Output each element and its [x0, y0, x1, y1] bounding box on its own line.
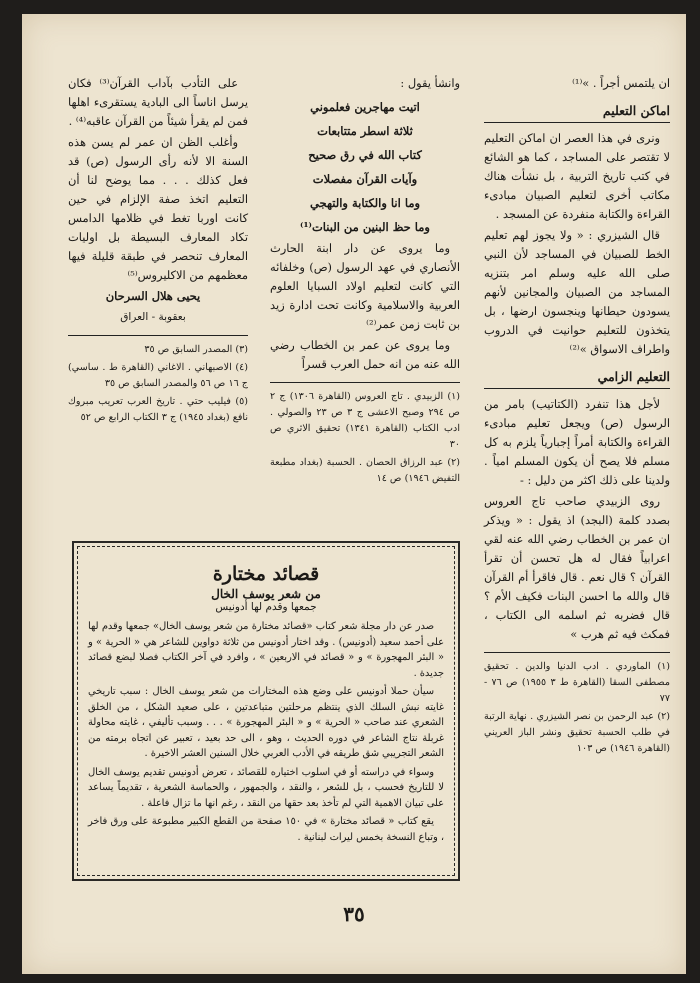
- box-content: [88, 557, 444, 865]
- poem: [270, 95, 460, 239]
- footnote: (٢) عبد الرحمن بن نصر الشيزري . نهاية الرتبة في طلب الحسبة تحقيق ونشر الباز العريني (القاهرة ١٩٤٦) ص ١٠٣: [484, 711, 670, 754]
- footnote-divider: [484, 652, 670, 653]
- paragraph: روى الزبيدي صاحب تاج العروس بصدد كلمة (البجد) اذ يقول : « ويذكر ان عمر بن الخطاب رضي الله عنه لقي اعرابياً فقال له هل تحسن أن تقرأ القرآن ؟ قال نعم . قال فاقرأ أم القرآن قال والله ما احسن البنات فكيف الأم ؟ قال فضربه ثم اسلمه الى الكتاب ، فمكث فيه ثم هرب »: [484, 494, 670, 641]
- author-name: يحيى هلال السرحان: [105, 289, 201, 303]
- footnote: (٥) فيليب حتي . تاريخ العرب تعريب مبروك نافع (بغداد ١٩٤٥) ج ٣ الكتاب الرابع ص ٥٢: [68, 396, 248, 423]
- footnotes: [484, 659, 670, 757]
- paragraph: قال الشيزري : « ولا يجوز لهم تعليم الخط للصبيان في المساجد لأن النبي صلى الله عليه وسلم امر بتنزيه المساجد من الصبيان والمجانين لأنهم يسودون حيطانها وينجسون ارضها ، بل يتخذون للتعليم حوانيت في الدروب واطراف الاسواق »⁽²⁾: [484, 228, 670, 356]
- page-number: ٣٥: [343, 902, 365, 926]
- poem-line: وما حظ البنين من البنات⁽¹⁾: [300, 220, 430, 234]
- footnote: (٢) عبد الرزاق الحصان . الحسبة (بغداد مطبعة التفيض ١٩٤٦) ص ١٤: [270, 457, 460, 484]
- paragraph: وسواء في دراسته أو في اسلوب اختياره للقصائد ، تعرض أدونيس تقديم يوسف الخال لا للتاريخ فحسب ، بل للشعر ، والنقد ، والجمهور ، والحماسة الشعرية ، تقديماً يساعد على تبيان الاهمية التي لم تأخذ بعد حقها من النقد ، رغم انها ما تزال فاعلة .: [88, 766, 444, 809]
- paragraph: وأغلب الظن ان عمر لم يسن هذه السنة الا لأنه رأى الرسول (ص) قد فعل كذلك . . . مما يوضح لنا أن التعليم اتخذ صفة الإلزام في حين كانت اوربا تغط في ظلامها الدامس تكاد المعارف البسيطة بل اوليات المعارف تنحصر في طبقة قليلة فيها معظمهم من الاكليروس⁽⁵⁾: [68, 135, 248, 282]
- left-column: [68, 74, 248, 428]
- heading-places: اماكن التعليم: [484, 101, 670, 123]
- footnote-divider: [68, 335, 248, 336]
- heading-compulsory: التعليم الزامي: [484, 367, 670, 389]
- book-review-box: [72, 541, 460, 881]
- author-location: بعقوبة - العراق: [120, 311, 186, 323]
- right-column: [484, 74, 670, 759]
- paragraph: وما يروى عن دار ابنة الحارث الأنصاري في عهد الرسول (ص) وخلفائه التي كانت لتعليم اولاد السبايا العلوم العربية والاسلامية وكانت تحت ادارة زيد بن ثابت زمن عمر⁽²⁾: [270, 241, 460, 331]
- poem-line: اتيت مهاجرين فعلموني: [310, 100, 420, 114]
- poem-line: ثلاثة اسطر متتابعات: [317, 124, 413, 138]
- magazine-page: [22, 14, 686, 974]
- paragraph: صدر عن دار مجلة شعر كتاب «قصائد مختارة من شعر يوسف الخال» جمعها وقدم لها على أحمد سعيد (أدونيس) . وقد اختار أدونيس من ثلاثة دواوين للشاعر هي « الحرية » و « البئر المهجورة » و « قصائد في الاربعين » ، وافرد في آخر الكتاب فصلا لبضع قصائد جديدة .: [88, 621, 444, 679]
- box-title: قصائد مختارة: [212, 563, 320, 585]
- poem-line: وآيات القرآن مفصلات: [312, 172, 418, 186]
- box-credit: جمعها وقدم لها أدونيس: [215, 601, 317, 613]
- footnote-divider: [270, 382, 460, 383]
- paragraph: يقع كتاب « قصائد مختارة » في ١٥٠ صفحة من القطع الكبير مطبوعة على ورق فاخر ، وتباع النسخة بخمس ليرات لبنانية .: [88, 816, 444, 843]
- intro-line: ان يلتمس أجراً . »⁽¹⁾: [572, 76, 670, 90]
- footnote: (١) الماوردي . ادب الدنيا والدين . تحقيق مصطفى السقا (القاهرة ط ٣ ١٩٥٥) ص ٧٦ - ٧٧: [484, 661, 670, 704]
- paragraph: سيأن حملا أدونيس على وضع هذه المختارات من شعر يوسف الخال : سبب تاريخي غايته نبش السلك الذي ينتظم مرحلتين متباعدتين ، على صعيد الشكل ، من الخلق الشعري عند صاحب « الحرية » و « البئر المهجورة » . . . وسبب تأليفي ، غايته محاولة غربلة نتاج الشاعر في دوره الحديث ، وهو ، الى حد بعيد ، تعبير عن اتجاه برمته من الشعر التجريبي شق طريقه في الأدب العربي خلال السنين العشر الاخيرة .: [88, 686, 444, 759]
- footnote: (٤) الاصبهاني . الاغاني (القاهرة ط . ساسي) ج ١٦ ص ٥٦ والمصدر السابق ص ٣٥: [68, 362, 248, 389]
- poem-line: وما انا والكتابة والتهجي: [309, 196, 421, 210]
- footnote: (١) الزبيدي . تاج العروس (القاهرة ١٣٠٦) ج ٢ ص ٢٩٤ وصبح الاعشى ج ٣ ص ٢٣ والصولي . ادب الكتاب (القاهرة ١٣٤١) تحقيق الاثري ص ٣٠: [270, 391, 460, 450]
- middle-column: [270, 74, 460, 489]
- footnotes: [270, 389, 460, 487]
- paragraph: ونرى في هذا العصر ان اماكن التعليم لا تقتصر على المساجد ، كما هو الشائع في كتب تاريخ التربية ، بل نشأت هناك مكاتب أخرى لتعليم الصبيان مبادىء القراءة والكتابة منفردة عن المسجد .: [484, 131, 670, 221]
- paragraph: على التأدب بآداب القرآن⁽³⁾ فكان يرسل اناساً الى البادية يستقرىء اهلها فمن لم يقرأ شيئاً من القرآن عاقبه⁽⁴⁾ .: [68, 76, 248, 128]
- paragraph: وما يروى عن عمر بن الخطاب رضي الله عنه من انه حمل العرب قسراً: [270, 338, 460, 371]
- paragraph: لأجل هذا تنفرد (الكتاتيب) بامر من الرسول (ص) ويجعل تعليم مبادىء القراءة والكتابة أمراً إجبارياً يلزم به كل مسلم فلا يصح أن يكون المسلم امياً . ولدينا على ذلك اكثر من دليل : -: [484, 397, 670, 487]
- footnote: (٣) المصدر السابق ص ٣٥: [144, 344, 248, 355]
- poem-line: كتاب الله في رق صحيح: [308, 148, 422, 162]
- footnotes: [68, 342, 248, 426]
- box-subtitle: من شعر يوسف الخال: [211, 587, 321, 601]
- poem-intro: وانشأ يقول :: [400, 76, 460, 90]
